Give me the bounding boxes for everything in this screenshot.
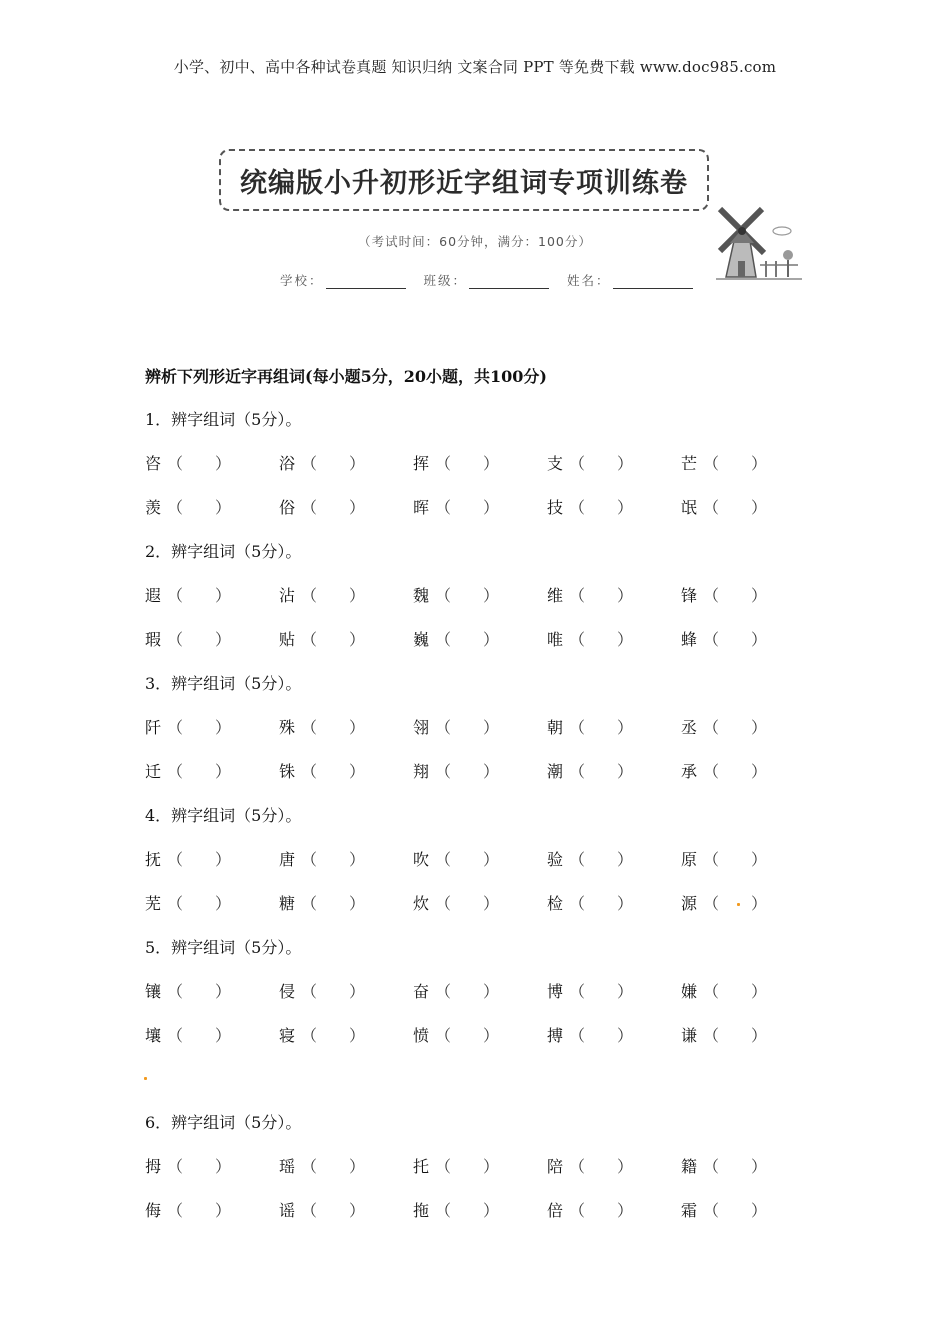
answer-cell[interactable] [279,582,413,609]
answer-blank[interactable]: （ ） [435,894,500,913]
answer-blank[interactable]: （ ） [301,498,366,517]
character: 蜂 [681,630,698,649]
answer-cell[interactable] [413,1022,547,1049]
answer-cell[interactable] [681,758,815,785]
character: 魏 [413,586,430,605]
answer-row [145,1197,825,1224]
answer-blank[interactable]: （ ） [435,850,500,869]
answer-blank[interactable]: （ ） [569,850,634,869]
exam-info: （考试时间：60分钟，满分：100分） [358,234,592,249]
character: 谣 [279,1201,296,1220]
answer-blank[interactable]: （ ） [703,498,768,517]
character: 唯 [547,630,564,649]
character: 拖 [413,1201,430,1220]
answer-blank[interactable]: （ ） [569,894,634,913]
answer-cell[interactable] [145,978,279,1005]
answer-cell[interactable] [681,1153,815,1180]
answer-cell[interactable] [145,1022,279,1049]
answer-blank[interactable]: （ ） [167,762,232,781]
answer-cell[interactable] [681,626,815,653]
answer-cell[interactable] [279,626,413,653]
school-label: 学校： [280,273,324,288]
answer-blank[interactable]: （ ） [703,762,768,781]
character: 唐 [279,850,296,869]
answer-blank[interactable]: （ ） [301,894,366,913]
section-instructions: 辨析下列形近字再组词(每小题5分，20小题，共100分) [145,367,547,386]
character: 陪 [547,1157,564,1176]
answer-cell[interactable] [145,1153,279,1180]
answer-blank[interactable]: （ ） [301,586,366,605]
character: 托 [413,1157,430,1176]
character: 挥 [413,454,430,473]
answer-blank[interactable]: （ ） [435,1201,500,1220]
answer-row [145,582,825,609]
question-title: 3．辨字组词（5分）。 [145,674,302,693]
answer-cell[interactable] [547,714,681,741]
answer-row [145,1022,825,1049]
answer-blank[interactable]: （ ） [569,982,634,1001]
answer-cell[interactable] [145,890,279,917]
character: 支 [547,454,564,473]
answer-cell[interactable] [279,714,413,741]
question-title: 5．辨字组词（5分）。 [145,938,302,957]
answer-blank[interactable]: （ ） [167,454,232,473]
answer-blank[interactable]: （ ） [569,1157,634,1176]
character: 遐 [145,586,162,605]
answer-blank[interactable]: （ ） [167,1201,232,1220]
name-label: 姓名： [567,273,611,288]
answer-blank[interactable]: （ ） [301,718,366,737]
answer-cell[interactable] [547,494,681,521]
answer-cell[interactable] [279,978,413,1005]
answer-blank[interactable]: （ ） [435,586,500,605]
answer-cell[interactable] [279,1022,413,1049]
answer-row [145,626,825,653]
answer-blank[interactable]: （ ） [167,498,232,517]
name-blank[interactable] [613,274,693,289]
answer-blank[interactable]: （ ） [301,982,366,1001]
answer-cell[interactable] [547,450,681,477]
stray-dot [737,903,740,906]
answer-blank[interactable]: （ ） [703,850,768,869]
answer-cell[interactable] [145,582,279,609]
character: 沾 [279,586,296,605]
answer-cell[interactable] [547,758,681,785]
answer-blank[interactable]: （ ） [703,630,768,649]
answer-blank[interactable]: （ ） [435,982,500,1001]
answer-cell[interactable] [279,1197,413,1224]
answer-cell[interactable] [681,582,815,609]
character: 嫌 [681,982,698,1001]
answer-row [145,714,825,741]
class-field[interactable] [424,271,550,289]
student-info-fields [280,271,693,289]
answer-cell[interactable] [413,582,547,609]
character: 翔 [413,762,430,781]
character: 谦 [681,1026,698,1045]
character: 铢 [279,762,296,781]
character: 锋 [681,586,698,605]
answer-cell[interactable] [279,494,413,521]
answer-blank[interactable]: （ ） [167,850,232,869]
character: 侮 [145,1201,162,1220]
character: 殊 [279,718,296,737]
answer-cell[interactable] [145,1197,279,1224]
character: 抚 [145,850,162,869]
answer-cell[interactable] [681,1022,815,1049]
answer-cell[interactable] [547,1153,681,1180]
character: 奋 [413,982,430,1001]
answer-blank[interactable]: （ ） [703,1157,768,1176]
answer-blank[interactable]: （ ） [703,454,768,473]
answer-cell[interactable] [413,1153,547,1180]
answer-blank[interactable]: （ ） [703,1201,768,1220]
header-banner: 小学、初中、高中各种试卷真题 知识归纳 文案合同 PPT 等免费下载 www.doc985.com [173,58,777,76]
answer-cell[interactable] [413,714,547,741]
answer-blank[interactable]: （ ） [569,762,634,781]
answer-cell[interactable] [681,846,815,873]
answer-cell[interactable] [547,978,681,1005]
answer-cell[interactable] [681,1197,815,1224]
question-1 [145,406,825,521]
school-blank[interactable] [326,274,406,289]
name-field[interactable] [567,271,693,289]
answer-blank[interactable]: （ ） [301,762,366,781]
character: 阡 [145,718,162,737]
answer-blank[interactable]: （ ） [569,1026,634,1045]
character: 巍 [413,630,430,649]
answer-cell[interactable] [145,758,279,785]
character: 技 [547,498,564,517]
character: 倍 [547,1201,564,1220]
question-4 [145,802,825,917]
character: 壤 [145,1026,162,1045]
question-5 [145,934,825,1049]
answer-blank[interactable]: （ ） [167,718,232,737]
character: 芒 [681,454,698,473]
answer-cell[interactable] [413,890,547,917]
answer-blank[interactable]: （ ） [569,586,634,605]
answer-blank[interactable]: （ ） [435,1157,500,1176]
answer-blank[interactable]: （ ） [435,1026,500,1045]
answer-row [145,890,825,917]
character: 瑶 [279,1157,296,1176]
character: 承 [681,762,698,781]
answer-cell[interactable] [413,758,547,785]
class-label: 班级： [423,273,468,288]
answer-cell[interactable] [681,714,815,741]
character: 吹 [413,850,430,869]
answer-cell[interactable] [145,714,279,741]
answer-cell[interactable] [145,626,279,653]
answer-cell[interactable] [279,846,413,873]
character: 迁 [145,762,162,781]
answer-blank[interactable]: （ ） [301,1157,366,1176]
character: 博 [547,982,564,1001]
class-blank[interactable] [469,274,549,289]
answer-blank[interactable]: （ ） [167,630,232,649]
character: 潮 [547,762,564,781]
answer-cell[interactable] [145,450,279,477]
character: 籍 [681,1157,698,1176]
answer-blank[interactable]: （ ） [569,630,634,649]
answer-blank[interactable]: （ ） [569,1201,634,1220]
answer-cell[interactable] [681,494,815,521]
character: 俗 [279,498,296,517]
answer-cell[interactable] [413,494,547,521]
answer-cell[interactable] [547,1022,681,1049]
answer-cell[interactable] [279,758,413,785]
title-box [219,149,709,211]
answer-cell[interactable] [413,1197,547,1224]
answer-blank[interactable]: （ ） [301,1201,366,1220]
spacer [145,1066,825,1109]
answer-cell[interactable] [145,846,279,873]
answer-cell[interactable] [279,1153,413,1180]
character: 搏 [547,1026,564,1045]
question-title: 2．辨字组词（5分）。 [145,542,302,561]
character: 瑕 [145,630,162,649]
answer-row [145,846,825,873]
question-title: 1．辨字组词（5分）。 [145,410,302,429]
character: 侵 [279,982,296,1001]
answer-cell[interactable] [279,890,413,917]
character: 霜 [681,1201,698,1220]
question-3 [145,670,825,785]
answer-blank[interactable]: （ ） [435,762,500,781]
character: 朝 [547,718,564,737]
answer-blank[interactable]: （ ） [703,586,768,605]
answer-blank[interactable]: （ ） [703,718,768,737]
school-field[interactable] [280,271,406,289]
answer-blank[interactable]: （ ） [167,894,232,913]
answer-blank[interactable]: （ ） [569,454,634,473]
answer-cell[interactable] [413,978,547,1005]
answer-blank[interactable]: （ ） [703,894,768,913]
answer-blank[interactable]: （ ） [703,1026,768,1045]
character: 拇 [145,1157,162,1176]
page-title: 统编版小升初形近字组词专项训练卷 [240,167,688,199]
character: 寝 [279,1026,296,1045]
answer-cell[interactable] [681,978,815,1005]
answer-blank[interactable]: （ ） [167,1157,232,1176]
answer-cell[interactable] [413,846,547,873]
answer-cell[interactable] [681,890,815,917]
question-title: 4．辨字组词（5分）。 [145,806,302,825]
character: 检 [547,894,564,913]
character: 浴 [279,454,296,473]
answer-row [145,978,825,1005]
answer-blank[interactable]: （ ） [435,498,500,517]
answer-blank[interactable]: （ ） [435,454,500,473]
answer-row [145,494,825,521]
answer-blank[interactable]: （ ） [569,498,634,517]
character: 验 [547,850,564,869]
character: 氓 [681,498,698,517]
answer-blank[interactable]: （ ） [301,454,366,473]
character: 源 [681,894,698,913]
answer-blank[interactable]: （ ） [301,630,366,649]
answer-blank[interactable]: （ ） [167,982,232,1001]
stray-dot [144,1077,147,1080]
character: 愤 [413,1026,430,1045]
character: 糖 [279,894,296,913]
question-list [145,406,825,1241]
answer-row [145,758,825,785]
character: 原 [681,850,698,869]
answer-blank[interactable]: （ ） [167,586,232,605]
answer-row [145,450,825,477]
character: 维 [547,586,564,605]
question-2 [145,538,825,653]
character: 羡 [145,498,162,517]
character: 丞 [681,718,698,737]
answer-cell[interactable] [681,450,815,477]
character: 炊 [413,894,430,913]
answer-blank[interactable]: （ ） [301,1026,366,1045]
answer-cell[interactable] [279,450,413,477]
answer-cell[interactable] [547,582,681,609]
character: 芜 [145,894,162,913]
answer-row [145,1153,825,1180]
character: 翎 [413,718,430,737]
answer-blank[interactable]: （ ） [301,850,366,869]
character: 贴 [279,630,296,649]
character: 镶 [145,982,162,1001]
answer-cell[interactable] [547,1197,681,1224]
windmill-icon [716,209,802,279]
answer-cell[interactable] [413,450,547,477]
answer-cell[interactable] [547,626,681,653]
answer-cell[interactable] [547,890,681,917]
answer-blank[interactable]: （ ） [167,1026,232,1045]
question-6 [145,1109,825,1224]
answer-cell[interactable] [145,494,279,521]
answer-cell[interactable] [547,846,681,873]
character: 咨 [145,454,162,473]
answer-blank[interactable]: （ ） [703,982,768,1001]
answer-cell[interactable] [413,626,547,653]
character: 晖 [413,498,430,517]
question-title: 6．辨字组词（5分）。 [145,1113,302,1132]
answer-blank[interactable]: （ ） [435,630,500,649]
answer-blank[interactable]: （ ） [569,718,634,737]
answer-blank[interactable]: （ ） [435,718,500,737]
windmill-illustration [712,205,804,285]
